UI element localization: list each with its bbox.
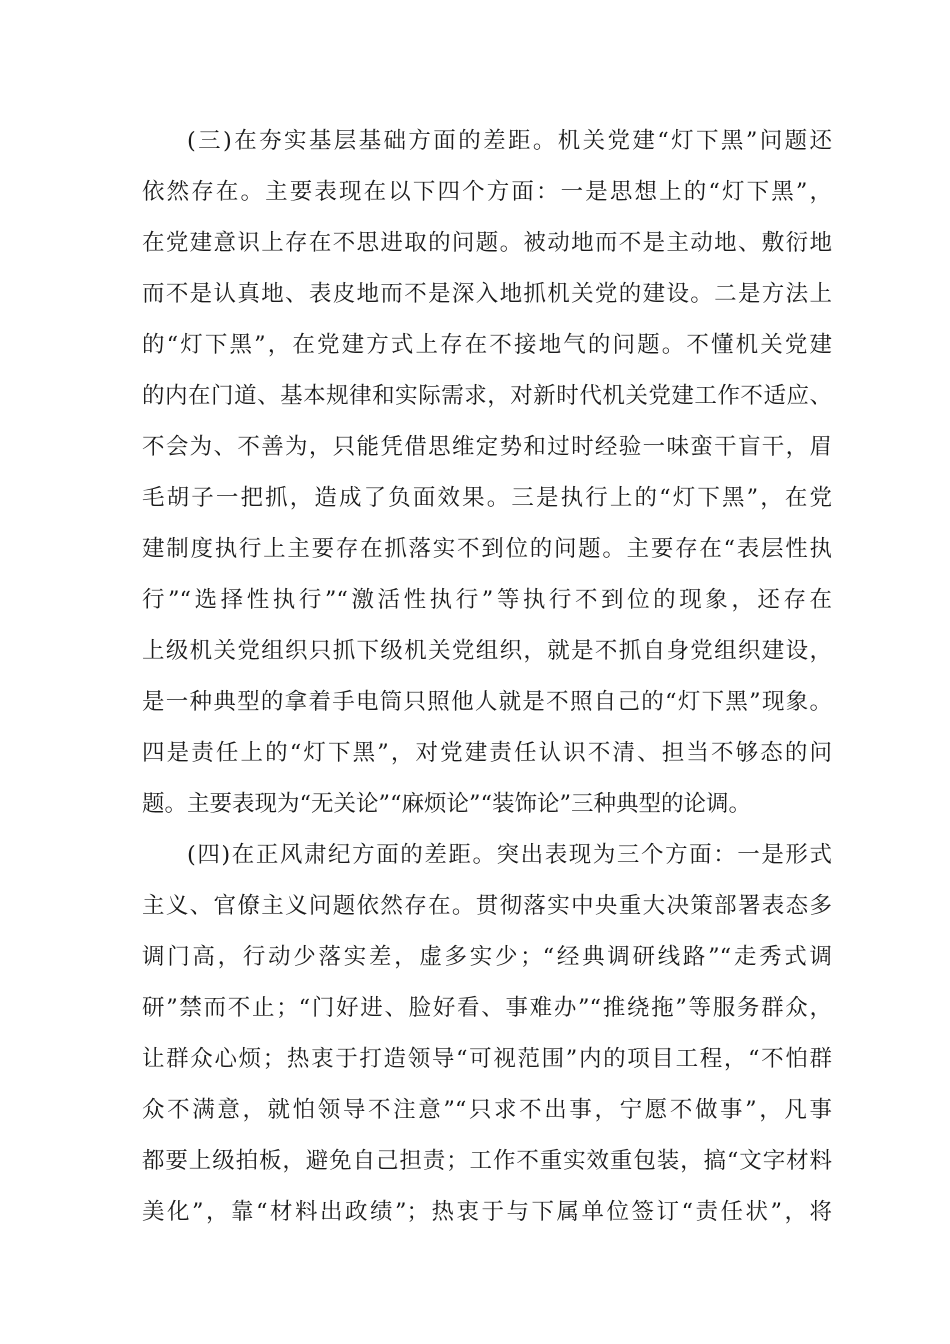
paragraph-3-line-6: 的内在门道、基本规律和实际需求，对新时代机关党建工作不适应、 xyxy=(142,383,832,409)
paragraph-4-line-1: (四)在正风肃纪方面的差距。突出表现为三个方面：一是形式 xyxy=(187,842,832,868)
paragraph-3-line-14: 题。主要表现为“无关论”“麻烦论”“装饰论”三种典型的论调。 xyxy=(142,791,752,817)
paragraph-4-line-3: 调门高，行动少落实差，虚多实少；“经典调研线路”“走秀式调 xyxy=(142,944,832,970)
paragraph-3-line-3: 在党建意识上存在不思进取的问题。被动地而不是主动地、敷衍地 xyxy=(142,230,832,256)
paragraph-4-line-4: 研”禁而不止；“门好进、脸好看、事难办”“推绕拖”等服务群众， xyxy=(142,995,832,1021)
paragraph-3-line-9: 建制度执行上主要存在抓落实不到位的问题。主要存在“表层性执 xyxy=(142,536,832,562)
paragraph-4-line-6: 众不满意，就怕领导不注意”“只求不出事，宁愿不做事”，凡事 xyxy=(142,1097,832,1123)
paragraph-3-line-5: 的“灯下黑”，在党建方式上存在不接地气的问题。不懂机关党建 xyxy=(142,332,832,358)
paragraph-3-line-11: 上级机关党组织只抓下级机关党组织，就是不抓自身党组织建设， xyxy=(142,638,832,664)
paragraph-3-line-8: 毛胡子一把抓，造成了负面效果。三是执行上的“灯下黑”，在党 xyxy=(142,485,832,511)
paragraph-4-line-7: 都要上级拍板，避免自己担责；工作不重实效重包装，搞“文字材料 xyxy=(142,1148,832,1174)
document-body xyxy=(142,116,832,1238)
paragraph-4-line-5: 让群众心烦；热衷于打造领导“可视范围”内的项目工程，“不怕群 xyxy=(142,1046,832,1072)
paragraph-4-line-2: 主义、官僚主义问题依然存在。贯彻落实中央重大决策部署表态多 xyxy=(142,893,832,919)
paragraph-3-line-1: (三)在夯实基层基础方面的差距。机关党建“灯下黑”问题还 xyxy=(187,128,832,154)
paragraph-3-line-2: 依然存在。主要表现在以下四个方面：一是思想上的“灯下黑”， xyxy=(142,179,832,205)
paragraph-3-line-7: 不会为、不善为，只能凭借思维定势和过时经验一味蛮干盲干，眉 xyxy=(142,434,832,460)
paragraph-3-line-4: 而不是认真地、表皮地而不是深入地抓机关党的建设。二是方法上 xyxy=(142,281,832,307)
paragraph-4-line-8: 美化”，靠“材料出政绩”；热衷于与下属单位签订“责任状”，将 xyxy=(142,1199,832,1225)
paragraph-3-line-10: 行”“选择性执行”“激活性执行”等执行不到位的现象，还存在 xyxy=(142,587,832,613)
paragraph-3-line-12: 是一种典型的拿着手电筒只照他人就是不照自己的“灯下黑”现象。 xyxy=(142,689,832,715)
paragraph-3-line-13: 四是责任上的“灯下黑”，对党建责任认识不清、担当不够态的问 xyxy=(142,740,832,766)
